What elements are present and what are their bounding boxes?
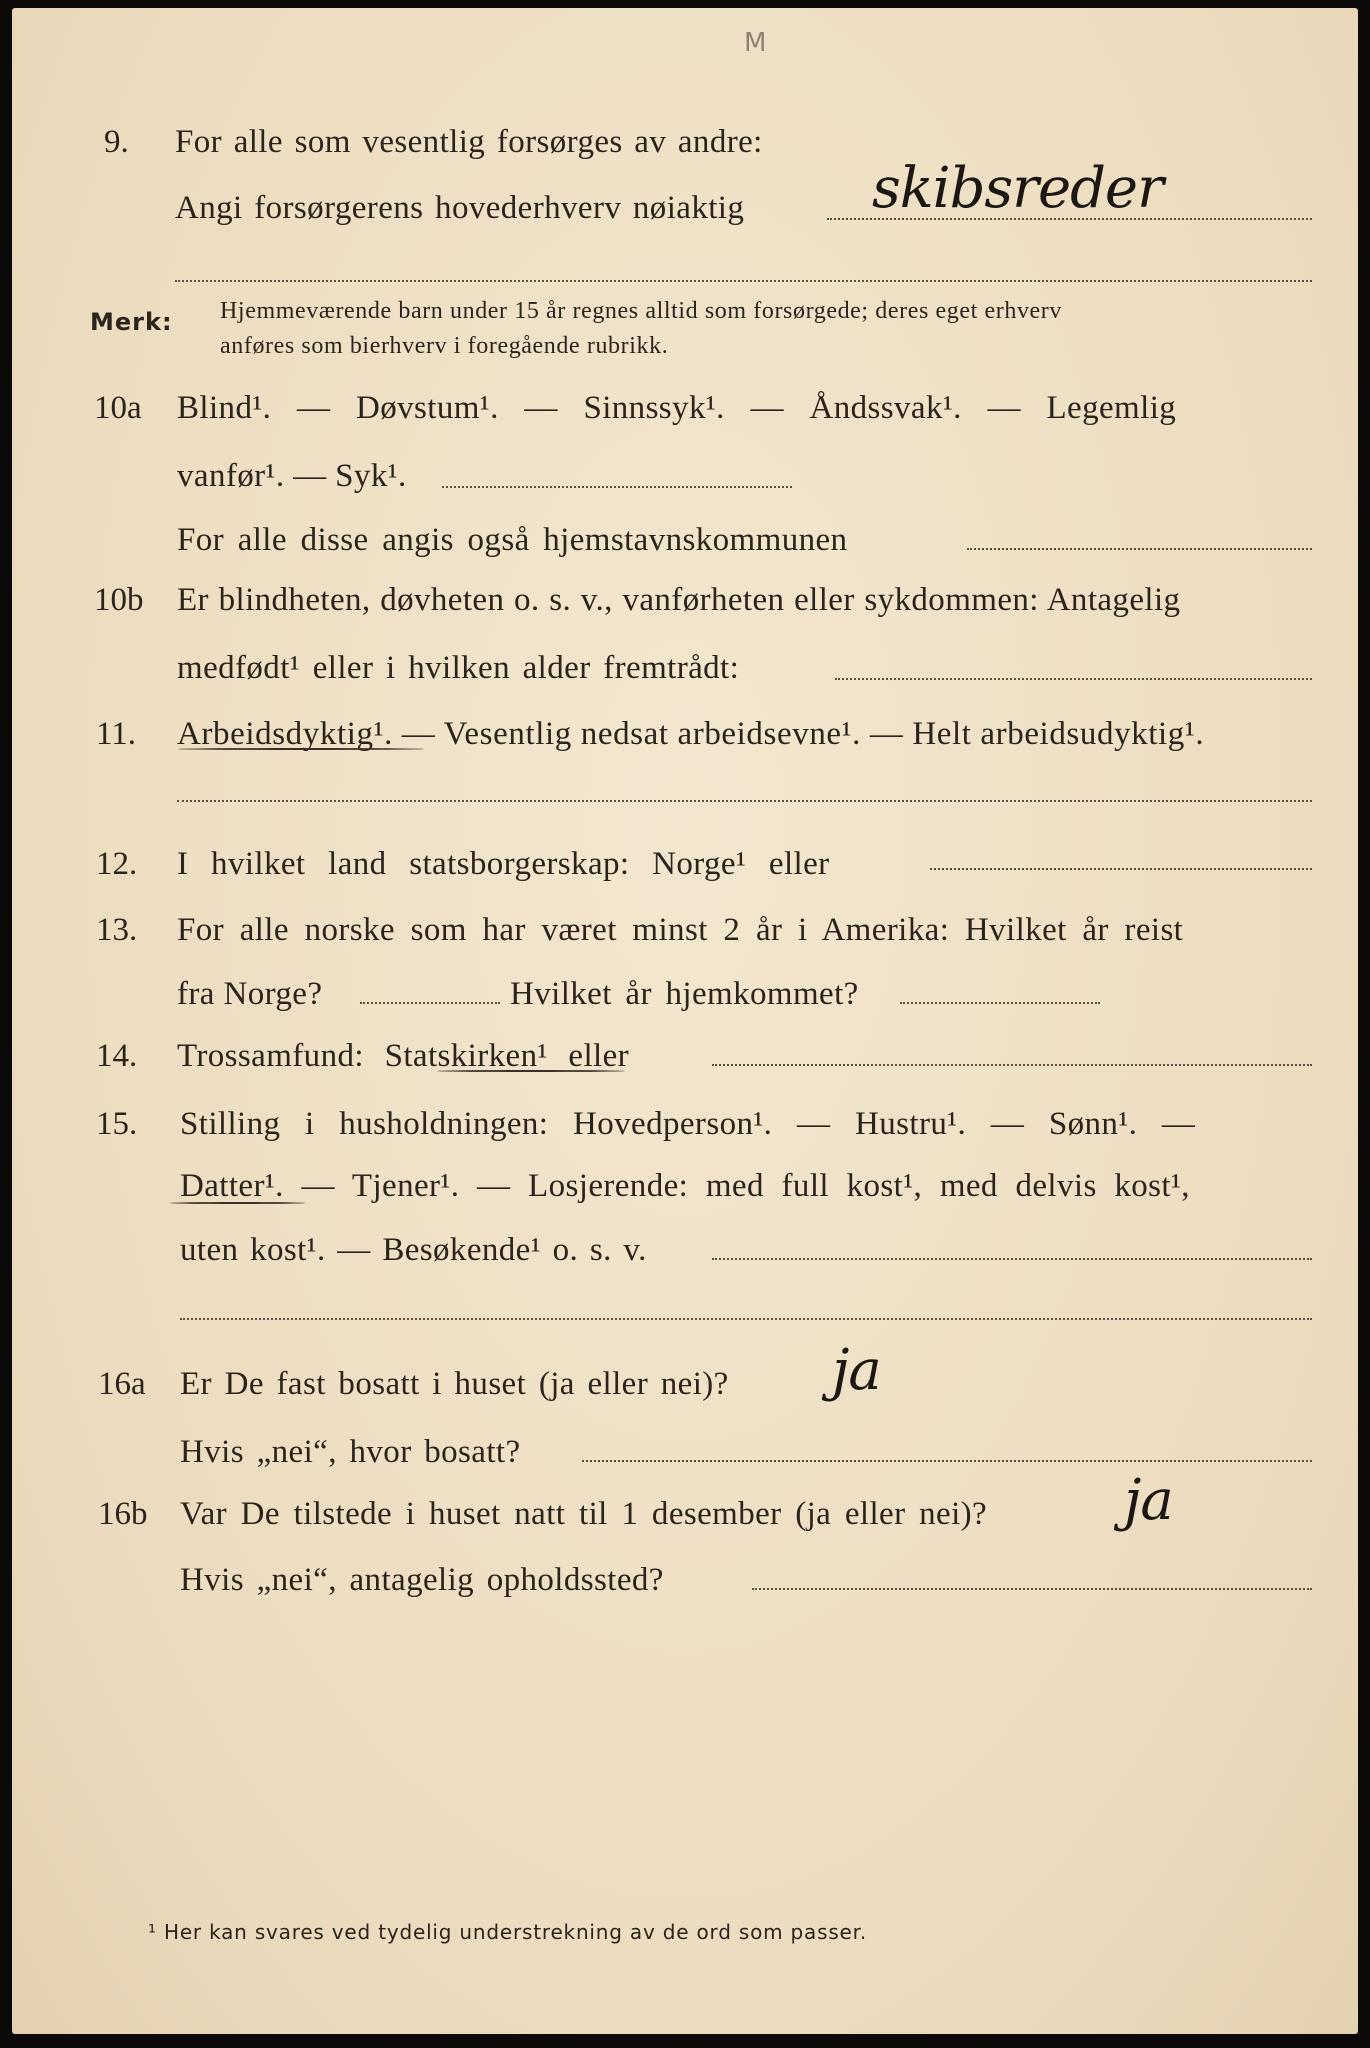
question-9-line2: Angi forsørgerens hovederhverv nøiaktig: [175, 190, 745, 226]
question-11-number: 11.: [96, 716, 137, 752]
question-16b-line2: Hvis „nei“, antagelig opholdssted?: [180, 1562, 664, 1598]
question-10a-line1: Blind¹. — Døvstum¹. — Sinnssyk¹. — Åndssvak¹. — Legemlig: [177, 390, 1177, 426]
question-9-answer: skibsreder: [872, 156, 1163, 221]
question-13-line2b: Hvilket år hjemkommet?: [510, 976, 859, 1012]
question-16a-line2: Hvis „nei“, hvor bosatt?: [180, 1434, 521, 1470]
question-16a-answer: ja: [832, 1338, 881, 1403]
question-10a-kommune-line: [967, 548, 1312, 550]
question-9-line1: For alle som vesentlig forsørges av andre:: [175, 124, 763, 160]
question-15-line3: uten kost¹. — Besøkende¹ o. s. v.: [180, 1232, 647, 1268]
question-12-answer-line: [930, 868, 1312, 870]
question-13-number: 13.: [96, 912, 138, 948]
question-13-reist-line: [360, 1002, 500, 1004]
merk-label: Merk:: [90, 308, 173, 336]
question-14-number: 14.: [96, 1038, 138, 1074]
question-10a-answer-line: [442, 486, 792, 488]
question-10b-line1: Er blindheten, døvheten o. s. v., vanførheten eller sykdommen: Antagelig: [177, 582, 1181, 618]
question-15-line2: Datter¹. — Tjener¹. — Losjerende: med full kost¹, med delvis kost¹,: [180, 1168, 1190, 1204]
question-16a-line1: Er De fast bosatt i huset (ja eller nei)?: [180, 1366, 729, 1402]
question-9-extra-line: [175, 280, 1312, 282]
question-15-number: 15.: [96, 1106, 138, 1142]
question-11-extra-line: [177, 800, 1312, 802]
question-16a-answer-line: [582, 1460, 1312, 1462]
question-15-underline: [170, 1202, 305, 1204]
question-12-number: 12.: [96, 846, 138, 882]
merk-line2: anføres som bierhverv i foregående rubrikk.: [220, 333, 669, 359]
question-10b-line2: medfødt¹ eller i hvilken alder fremtrådt:: [177, 650, 740, 686]
question-16b-number: 16b: [98, 1496, 148, 1532]
header-mark: M: [744, 28, 767, 58]
question-10b-answer-line: [835, 678, 1312, 680]
question-10a-number: 10a: [94, 390, 142, 426]
question-16b-line1: Var De tilstede i huset natt til 1 desember (ja eller nei)?: [180, 1496, 988, 1532]
census-form-page: [12, 8, 1358, 2034]
question-13-line1: For alle norske som har været minst 2 år i Amerika: Hvilket år reist: [177, 912, 1184, 948]
footnote: ¹ Her kan svares ved tydelig understrekning av de ord som passer.: [148, 1920, 868, 1944]
question-10b-number: 10b: [94, 582, 144, 618]
question-13-line2a: fra Norge?: [177, 976, 323, 1012]
question-12-line1: I hvilket land statsborgerskap: Norge¹ eller: [177, 846, 830, 882]
question-14-answer-line: [712, 1064, 1312, 1066]
question-15-answer-line: [712, 1258, 1312, 1260]
merk-line1: Hjemmeværende barn under 15 år regnes alltid som forsørgede; deres eget erhverv: [220, 298, 1063, 324]
question-11-line1: Arbeidsdyktig¹. — Vesentlig nedsat arbeidsevne¹. — Helt arbeidsudyktig¹.: [177, 716, 1205, 752]
question-16b-answer-line: [752, 1588, 1312, 1590]
question-14-line1: Trossamfund: Statskirken¹ eller: [177, 1038, 630, 1074]
question-16a-number: 16a: [98, 1366, 146, 1402]
question-11-underline: [178, 748, 424, 750]
question-15-extra-line: [180, 1318, 1312, 1320]
question-10a-line2: vanfør¹. — Syk¹.: [177, 458, 407, 494]
question-14-underline: [437, 1070, 625, 1072]
question-9-number: 9.: [104, 124, 129, 160]
question-15-line1: Stilling i husholdningen: Hovedperson¹. — Hustru¹. — Sønn¹. —: [180, 1106, 1196, 1142]
question-16b-answer: ja: [1124, 1468, 1173, 1533]
question-10a-line3: For alle disse angis også hjemstavnskommunen: [177, 522, 848, 558]
question-13-hjem-line: [900, 1002, 1100, 1004]
